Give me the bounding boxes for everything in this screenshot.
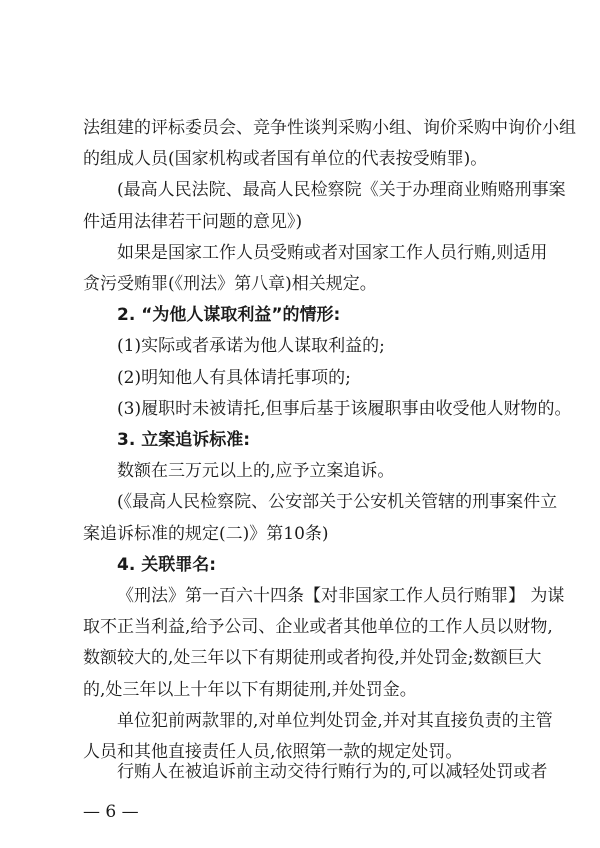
section-heading: 2. “为他人谋取利益”的情形: [117,305,341,326]
statute-line: 取不正当利益,给予公司、企业或者其他单位的工作人员以财物, [83,617,553,638]
body-line: 的组成人员(国家机构或者国有单位的代表按受贿罪)。 [83,149,488,170]
citation-line: 案追诉标准的规定(二)》第10条) [83,523,329,544]
statute-line: 的,处三年以上十年以下有期徒刑,并处罚金。 [83,679,417,700]
page-number: — 6 — [83,802,139,822]
body-line: 贪污受贿罪(《刑法》第八章)相关规定。 [83,274,377,294]
list-item: (3)履职时未被请托,但事后基于该履职事由收受他人财物的。 [117,398,572,419]
citation-line: (《最高人民检察院、公安部关于公安机关管辖的刑事案件立 [117,492,558,513]
list-item: (1)实际或者承诺为他人谋取利益的; [117,336,385,357]
body-line: 如果是国家工作人员受贿或者对国家工作人员行贿,则适用 [117,242,548,263]
section-heading: 4. 关联罪名: [117,554,217,575]
statute-line: 《刑法》第一百六十四条【对非国家工作人员行贿罪】 为谋 [117,586,565,606]
body-line: 数额在三万元以上的,应予立案追诉。 [117,461,395,482]
body-line: 行贿人在被追诉前主动交待行贿行为的,可以减轻处罚或者 [117,762,548,782]
body-line: 人员和其他直接责任人员,依照第一款的规定处罚。 [83,742,463,762]
body-line: 单位犯前两款罪的,对单位判处罚金,并对其直接负责的主管 [117,710,553,731]
statute-line: 数额较大的,处三年以下有期徒刑或者拘役,并处罚金;数额巨大 [83,648,542,669]
citation-line: (最高人民法院、最高人民检察院《关于办理商业贿赂刑事案 [117,180,566,201]
body-line: 法组建的评标委员会、竞争性谈判采购小组、询价采购中询价小组 [83,118,576,138]
section-heading: 3. 立案追诉标准: [117,430,251,450]
citation-line: 件适用法律若干问题的意见》) [83,211,303,232]
list-item: (2)明知他人有具体请托事项的; [117,367,351,388]
